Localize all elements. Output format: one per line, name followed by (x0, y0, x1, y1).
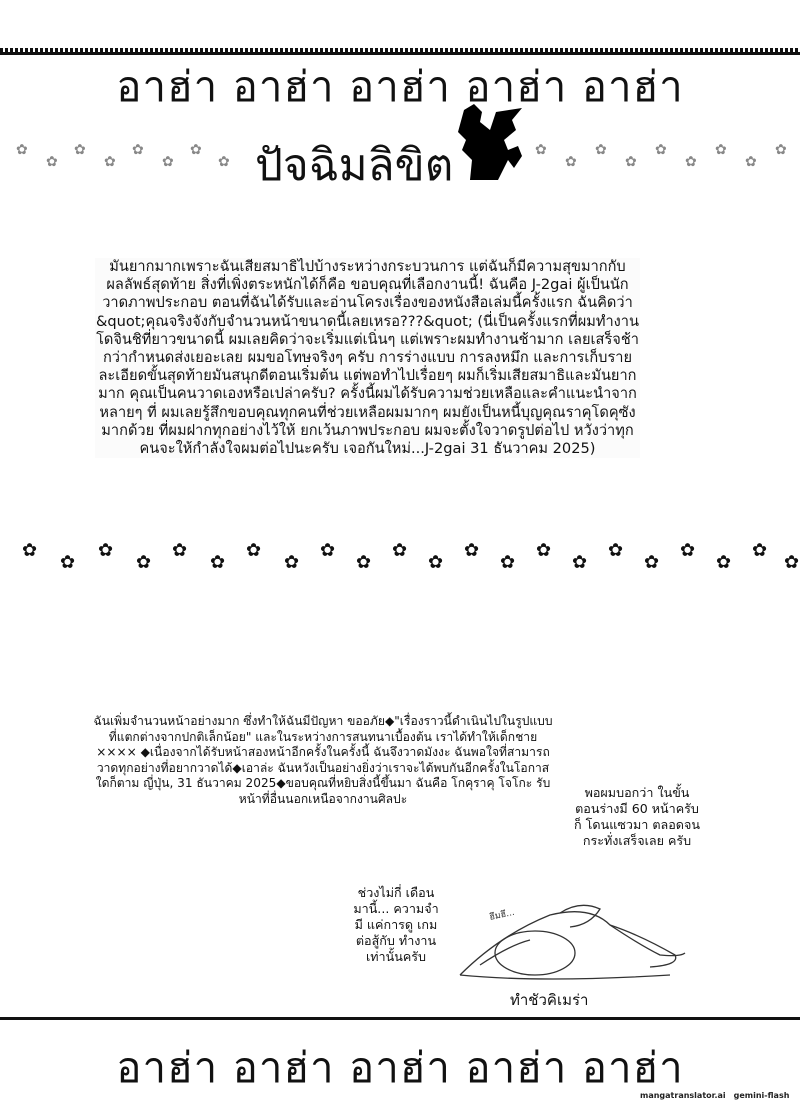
paw-print-icon: ✿ (535, 142, 547, 158)
paw-print-icon: ✿ (784, 552, 800, 573)
chimera-caption: ทำชัวคิเมร่า (510, 991, 589, 1009)
paw-print-icon: ✿ (500, 552, 516, 573)
paw-print-icon: ✿ (104, 154, 116, 170)
paw-print-icon: ✿ (46, 154, 58, 170)
translator-credit (640, 1091, 789, 1100)
paw-print-icon: ✿ (60, 552, 76, 573)
afterword-heading: ปัจฉิมลิขิต (255, 140, 454, 191)
paw-print-icon: ✿ (284, 552, 300, 573)
header-title: อาฮ่า อาฮ่า อาฮ่า อาฮ่า อาฮ่า (116, 62, 684, 111)
cat-dragon-silhouette-icon (452, 100, 532, 182)
paw-print-icon: ✿ (680, 540, 696, 561)
paw-print-icon: ✿ (392, 540, 408, 561)
paw-print-icon: ✿ (565, 154, 577, 170)
paw-print-icon: ✿ (162, 154, 174, 170)
paw-print-icon: ✿ (536, 540, 552, 561)
side-note-left: ช่วงไม่กี่ เดือนมานี้... ความจำมี แค่การดู เกมต่อสู้กับ ทำงาน เท่านั้นครับ (353, 885, 439, 964)
paw-print-icon: ✿ (16, 142, 28, 158)
paw-print-icon: ✿ (716, 552, 732, 573)
paw-print-icon: ✿ (136, 552, 152, 573)
side-note-right: พอผมบอกว่า ในขั้นตอนร่างมี 60 หน้าครับ ก็ โดนแซวมา ตลอดจน กระทั่งเสร็จเลย ครับ (574, 785, 700, 848)
paw-print-icon: ✿ (172, 540, 188, 561)
paw-print-icon: ✿ (190, 142, 202, 158)
paw-print-icon: ✿ (210, 552, 226, 573)
afterword-text-2: ฉันเพิ่มจำนวนหน้าอย่างมาก ซึ่งทำให้ฉันมีปัญหา ขออภัย◆"เรื่องราวนี้ดำเนินไปในรูปแบบที่แตกต่างจากปกติเล็กน้อย" และในระหว่างการสนทนาเบื้องต้น เราได้ทำให้เด็กชาย ×××× ◆เนื่องจากได้รับหน้าสองหน้าอีกครั้งในครั้งนี้ ฉันจึงวาดมังงะ ฉันพอใจที่สามารถวาดทุกอย่างที่อยากวาดได้◆เอาล่ะ ฉันหวังเป็นอย่างยิ่งว่าเราจะได้พบกันอีกครั้งในโอกาสใดก็ตาม ญี่ปุ่น, 31 ธันวาคม 2025◆ขอบคุณที่หยิบสิ่งนี้ขึ้นมา ฉันคือ โกคุราคุ โจโกะ รับหน้าที่อื่นนอกเหนือจากงานศิลปะ (93, 714, 553, 806)
credit-model: gemini-flash (733, 1091, 790, 1100)
paw-print-icon: ✿ (625, 154, 637, 170)
paw-print-icon: ✿ (608, 540, 624, 561)
paw-print-icon: ✿ (715, 142, 727, 158)
paw-print-icon: ✿ (464, 540, 480, 561)
sleeping-chimera-sketch (440, 895, 695, 990)
paw-print-icon: ✿ (655, 142, 667, 158)
paw-print-icon: ✿ (74, 142, 86, 158)
paw-print-icon: ✿ (572, 552, 588, 573)
paw-print-icon: ✿ (644, 552, 660, 573)
paw-print-icon: ✿ (246, 540, 262, 561)
paw-print-icon: ✿ (428, 552, 444, 573)
bottom-border-line (0, 1017, 800, 1020)
paw-print-icon: ✿ (356, 552, 372, 573)
paw-print-icon: ✿ (320, 540, 336, 561)
credit-site: mangatranslator.ai (640, 1091, 726, 1100)
paw-print-icon: ✿ (98, 540, 114, 561)
paw-print-icon: ✿ (595, 142, 607, 158)
paw-print-icon: ✿ (132, 142, 144, 158)
paw-print-icon: ✿ (685, 154, 697, 170)
afterword-text-1: มันยากมากเพราะฉันเสียสมาธิไปบ้างระหว่างกระบวนการ แต่ฉันก็มีความสุขมากกับผลลัพธ์สุดท้าย สิ่งที่เพิ่งตระหนักได้ก็คือ ขอบคุณที่เลือกงานนี้! ฉันคือ J-2gai ผู้เป็นนักวาดภาพประกอบ ตอนที่ฉันได้รับและอ่านโครงเรื่องของหนังสือเล่มนี้ครั้งแรก ฉันคิดว่า &quot;คุณจริงจังกับจำนวนหน้าขนาดนี้เลยเหรอ???&quot; (นี่เป็นครั้งแรกที่ผมทำงานโดจินชิที่ยาวขนาดนี้ ผมเลยคิดว่าจะเริ่มแต่เนิ่นๆ แต่เพราะผมทำงานช้ามาก เลยเสร็จช้ากว่ากำหนดส่งเยอะเลย ผมขอโทษจริงๆ ครับ การร่างแบบ การลงหมึก และการเก็บรายละเอียดขั้นสุดท้ายมันสนุกดีตอนเริ่มต้น แต่พอทำไปเรื่อยๆ ผมก็เริ่มเสียสมาธิและมันยากมาก คุณเป็นคนวาดเองหรือเปล่าครับ? ครั้งนี้ผมได้รับความช่วยเหลือและคำแนะนำจากหลายๆ ที่ ผมเลยรู้สึกขอบคุณทุกคนที่ช่วยเหลือผมมากๆ ผมยังเป็นหนี้บุญคุณราคุโดคุซังมากด้วย ที่ผมฝากทุกอย่างไว้ให้ ยกเว้นภาพประกอบ ผมจะตั้งใจวาดรูปต่อไป หวังว่าทุกคนจะให้กำลังใจผมต่อไปนะครับ เจอกันใหม่...J-2gai 31 ธันวาคม 2025) (96, 258, 639, 458)
paw-print-icon: ✿ (745, 154, 757, 170)
paw-print-icon: ✿ (775, 142, 787, 158)
footer-title: อาฮ่า อาฮ่า อาฮ่า อาฮ่า อาฮ่า (116, 1043, 684, 1092)
paw-print-icon: ✿ (752, 540, 768, 561)
paw-print-icon: ✿ (218, 154, 230, 170)
sketch-sfx: ฮึมฮึ... (488, 907, 516, 923)
paw-print-icon: ✿ (22, 540, 38, 561)
